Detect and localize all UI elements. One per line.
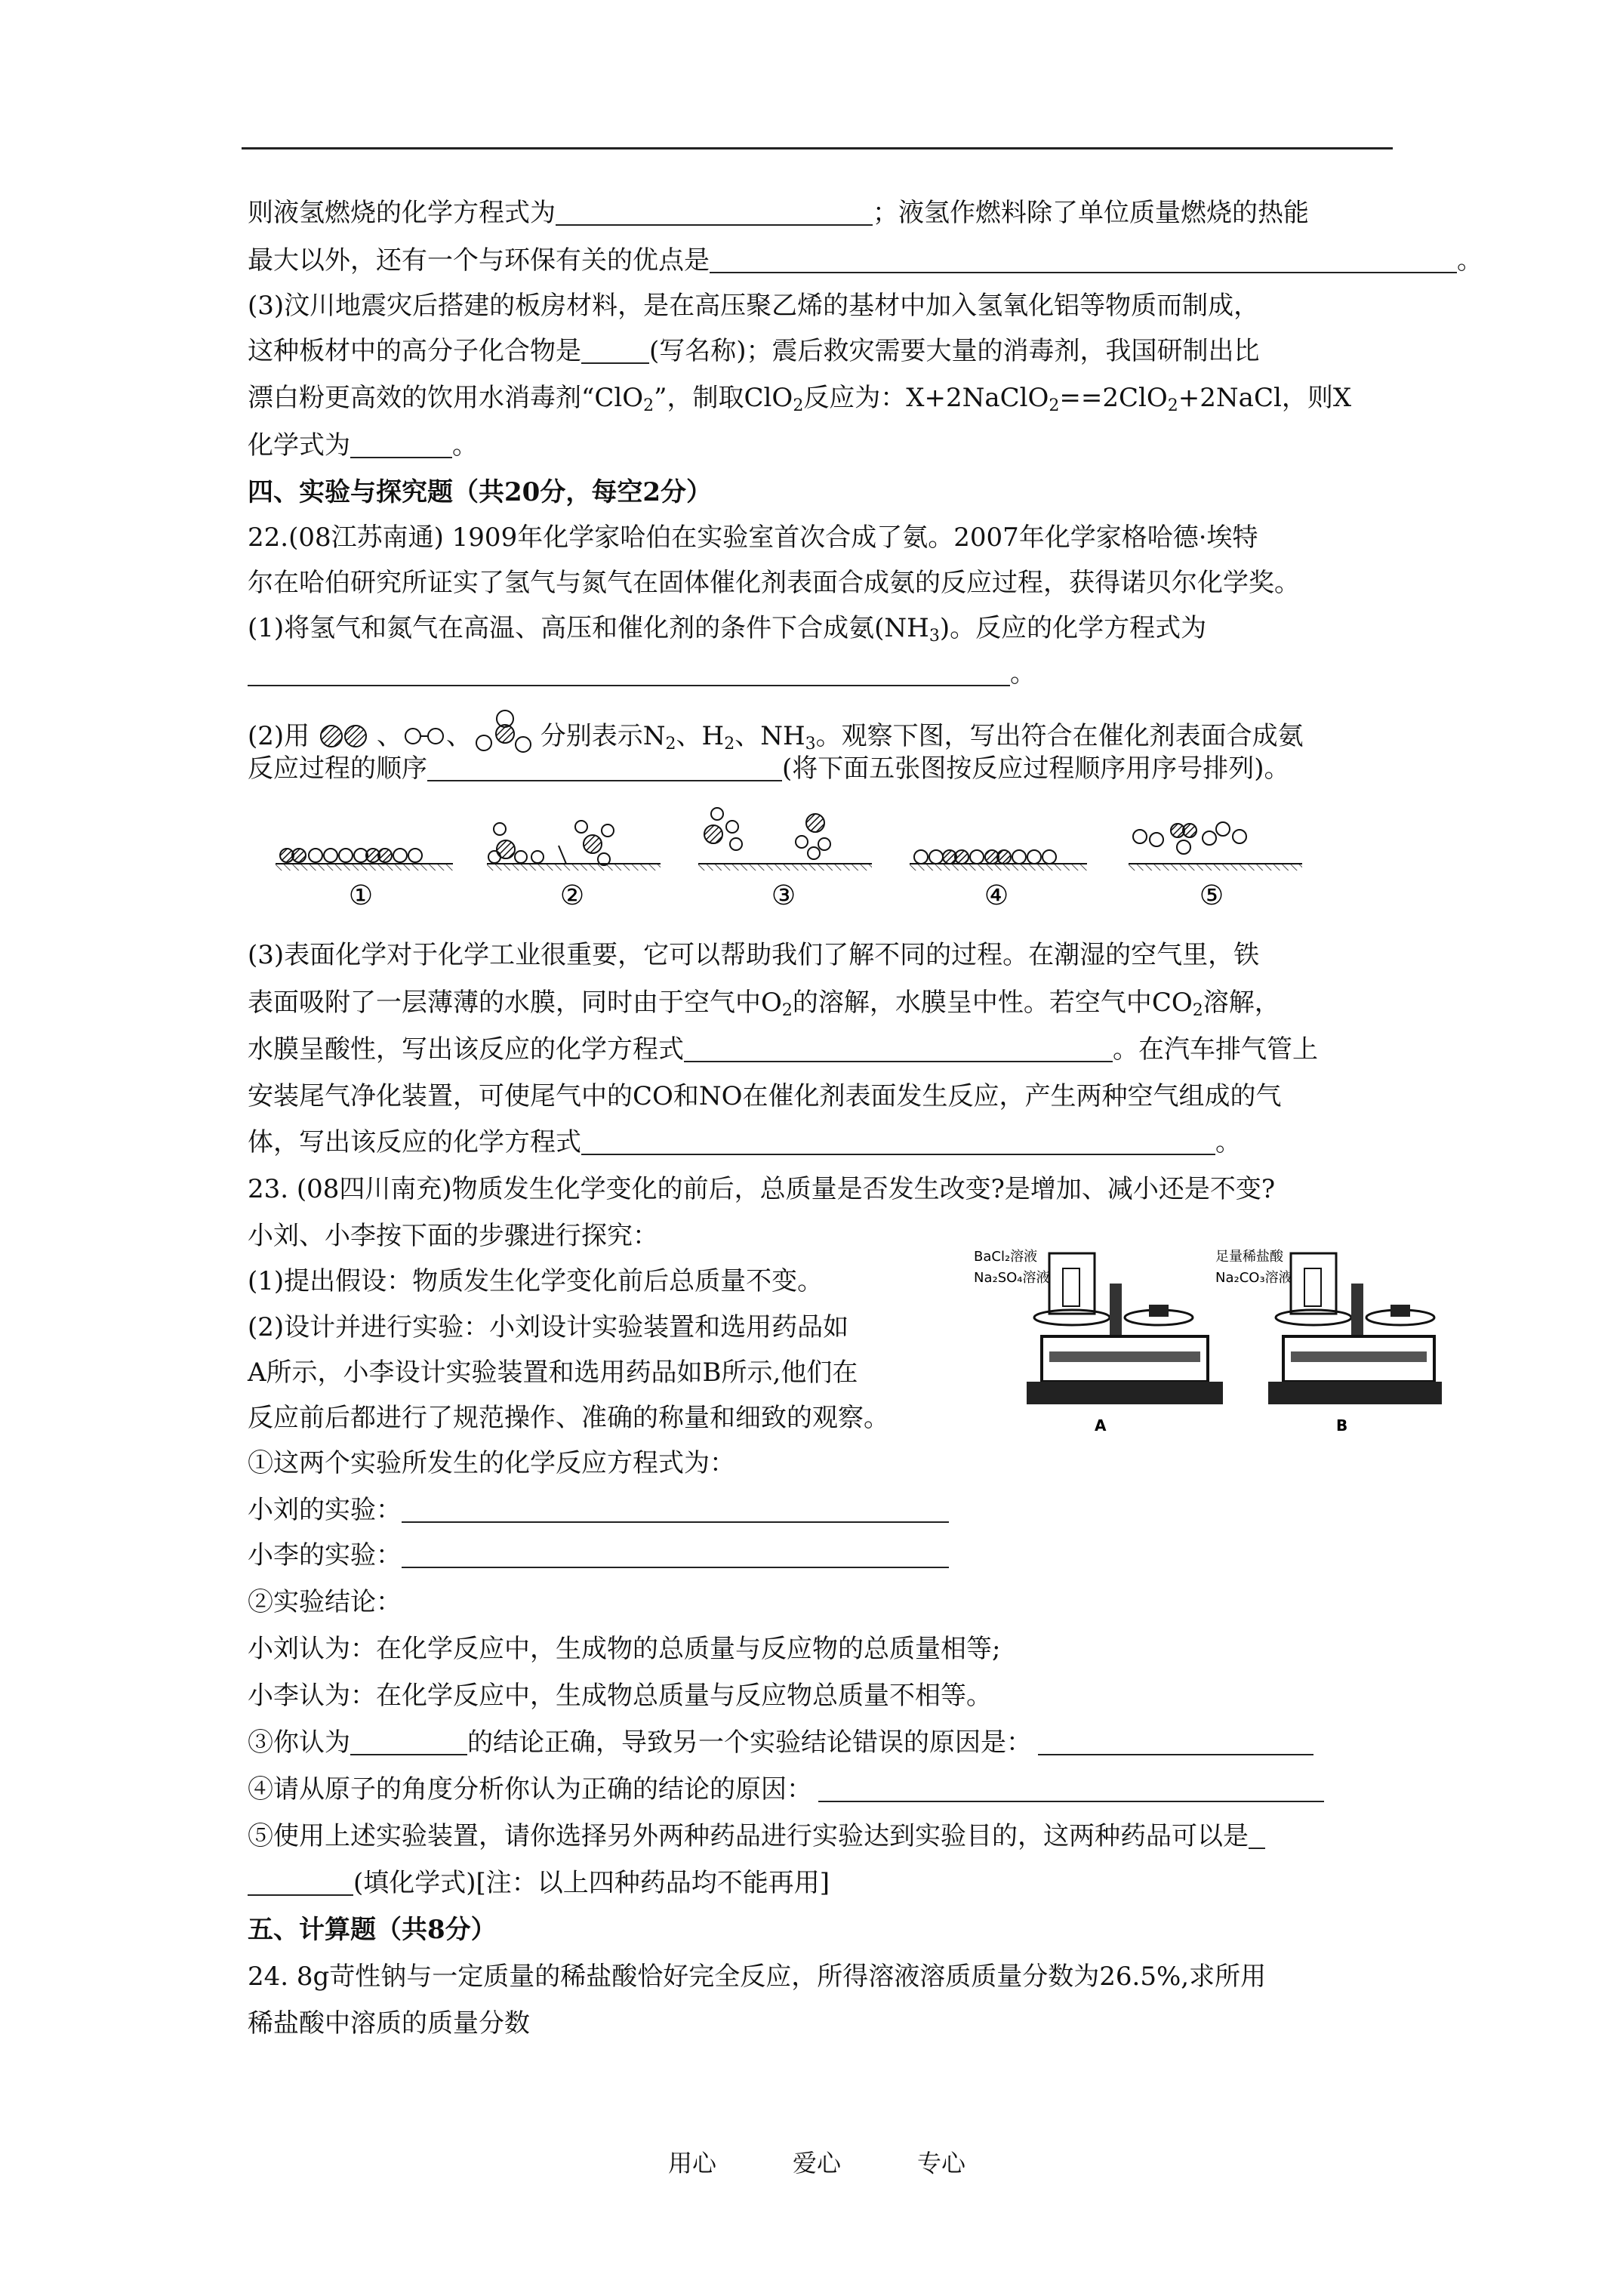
- subscript: 2: [1192, 1001, 1203, 1020]
- label: Na₂SO₄溶液: [974, 1270, 1050, 1286]
- text: 溶解，: [1203, 988, 1280, 1018]
- figure-number: ③: [771, 880, 796, 911]
- text-line: (1)提出假设：物质发生化学变化前后总质量不变。: [248, 1266, 824, 1296]
- text-line: [248, 613, 1207, 646]
- h2-molecule-icon: [402, 723, 446, 749]
- text: 、H: [676, 721, 725, 751]
- diagram-1: [276, 849, 453, 871]
- diagram-5: [1129, 822, 1302, 871]
- n2-molecule-icon: [318, 723, 377, 749]
- text-line: [248, 1127, 1241, 1157]
- text-line: [248, 1774, 1324, 1804]
- text: 体，写出该反应的化学方程式: [248, 1127, 581, 1157]
- text-line: [248, 1034, 1318, 1065]
- text-line: 小刘、小李按下面的步骤进行探究：: [248, 1221, 658, 1251]
- text-line: [248, 754, 1290, 784]
- text: ④请从原子的角度分析你认为正确的结论的原因：: [248, 1774, 812, 1804]
- answer-blank[interactable]: [581, 1131, 1215, 1155]
- section-heading: 四、实验与探究题（共20分，每空2分）: [248, 477, 712, 507]
- text: 、NH: [735, 721, 805, 751]
- text-line: [248, 1540, 949, 1570]
- text-line: [248, 658, 1036, 689]
- text-line: [248, 1868, 830, 1898]
- text-line: [248, 1821, 1265, 1851]
- text-line: (2)设计并进行实验：小刘设计实验装置和选用药品如: [248, 1312, 849, 1342]
- text: 。: [1457, 245, 1483, 276]
- text-line: [248, 245, 1483, 276]
- text: 反应过程的顺序: [248, 754, 427, 784]
- answer-blank[interactable]: [350, 1731, 467, 1755]
- text: 表面吸附了一层薄薄的水膜，同时由于空气中O: [248, 988, 782, 1018]
- balance-a: [974, 1249, 1223, 1435]
- answer-blank[interactable]: [1038, 1731, 1313, 1755]
- answer-blank[interactable]: [581, 340, 649, 364]
- text: 。: [1215, 1127, 1241, 1157]
- answer-blank[interactable]: [556, 202, 873, 226]
- subscript: 2: [1167, 396, 1178, 415]
- subscript: 2: [781, 1001, 793, 1020]
- text-line: 反应前后都进行了规范操作、准确的称量和细致的观察。: [248, 1403, 889, 1433]
- caption: B: [1336, 1416, 1348, 1435]
- text: (将下面五张图按反应过程顺序用序号排列)。: [782, 754, 1290, 784]
- text-line: 尔在哈伯研究所证实了氢气与氮气在固体催化剂表面合成氨的反应过程，获得诺贝尔化学奖。: [248, 568, 1300, 598]
- footer-text: 爱心: [793, 2149, 842, 2177]
- text: 的结论正确，导致另一个实验结论错误的原因是：: [467, 1727, 1032, 1758]
- text-line: [248, 383, 1351, 413]
- text-line: (3)表面化学对于化学工业很重要，它可以帮助我们了解不同的过程。在潮湿的空气里，铁: [248, 940, 1260, 970]
- answer-blank[interactable]: [402, 1544, 949, 1568]
- text: 化学式为: [248, 430, 350, 461]
- balance-apparatus-figure: [974, 1238, 1442, 1442]
- answer-blank[interactable]: [248, 662, 1010, 686]
- figure-number: ④: [984, 880, 1009, 911]
- balance-b: [1215, 1249, 1442, 1435]
- text-line: 23. (08四川南充)物质发生化学变化的前后，总质量是否发生改变?是增加、减小还是不变?: [248, 1174, 1276, 1204]
- text: (填化学式)[注：以上四种药品均不能再用]: [353, 1868, 830, 1898]
- subscript: 2: [643, 396, 654, 415]
- answer-blank[interactable]: [350, 434, 452, 458]
- text: 小李的实验：: [248, 1540, 402, 1570]
- figure-number: ②: [559, 880, 585, 911]
- text: 的溶解，水膜呈中性。若空气中CO: [792, 988, 1193, 1018]
- answer-blank[interactable]: [710, 249, 1457, 273]
- text: 小刘的实验：: [248, 1495, 402, 1525]
- subscript: 2: [724, 735, 735, 754]
- text: 漂白粉更高效的饮用水消毒剂“ClO: [248, 383, 644, 413]
- text-line: [248, 1727, 1313, 1758]
- caption: A: [1095, 1416, 1107, 1435]
- text-line: 安装尾气净化装置，可使尾气中的CO和NO在催化剂表面发生反应，产生两种空气组成的气: [248, 1081, 1282, 1111]
- answer-blank[interactable]: [402, 1499, 949, 1523]
- figure-number: ⑤: [1199, 880, 1224, 911]
- diagram-2: [487, 821, 661, 871]
- answer-blank[interactable]: [248, 1872, 353, 1896]
- text: 最大以外，还有一个与环保有关的优点是: [248, 245, 710, 276]
- text: 。观察下图，写出符合在催化剂表面合成氨: [815, 721, 1304, 751]
- text-line: 小刘认为：在化学反应中，生成物的总质量与反应物的总质量相等;: [248, 1634, 1001, 1664]
- text-line: 小李认为：在化学反应中，生成物总质量与反应物总质量不相等。: [248, 1681, 992, 1711]
- text: 、: [376, 721, 402, 751]
- text-line: ①这两个实验所发生的化学反应方程式为：: [248, 1448, 735, 1478]
- text: 这种板材中的高分子化合物是: [248, 336, 581, 366]
- answer-blank[interactable]: [427, 757, 782, 781]
- subscript: 2: [1049, 396, 1060, 415]
- reaction-process-diagrams: [272, 793, 1359, 914]
- text-line: 22.(08江苏南通) 1909年化学家哈伯在实验室首次合成了氨。2007年化学家格哈德·埃特: [248, 522, 1258, 553]
- text-line: [248, 988, 1280, 1018]
- subscript: 3: [805, 735, 816, 754]
- text: ⑤使用上述实验装置，请你选择另外两种药品进行实验达到实验目的，这两种药品可以是: [248, 1821, 1249, 1851]
- diagram-3: [698, 808, 872, 871]
- text: 。在汽车排气管上: [1113, 1034, 1318, 1065]
- footer-text: 用心: [668, 2149, 717, 2177]
- text: 则液氢燃烧的化学方程式为: [248, 198, 556, 228]
- text-line: [248, 336, 1260, 366]
- text-line: [248, 708, 1304, 754]
- footer-text: 专心: [917, 2149, 966, 2177]
- subscript: 3: [929, 627, 940, 646]
- text: ；液氢作燃料除了单位质量燃烧的热能: [873, 198, 1309, 228]
- answer-blank[interactable]: [1249, 1825, 1265, 1849]
- text: 。: [1010, 658, 1036, 689]
- text: +2NaCl，则X: [1178, 383, 1352, 413]
- text: ==2ClO: [1059, 383, 1168, 413]
- text: (1)将氢气和氮气在高温、高压和催化剂的条件下合成氨(NH: [248, 613, 929, 643]
- answer-blank[interactable]: [818, 1778, 1324, 1802]
- text-line: 稀盐酸中溶质的质量分数: [248, 2008, 530, 2039]
- text-line: 24. 8g苛性钠与一定质量的稀盐酸恰好完全反应，所得溶液溶质质量分数为26.5%,求所用: [248, 1962, 1267, 1992]
- label: 足量稀盐酸: [1215, 1249, 1283, 1265]
- figure-number: ①: [348, 880, 374, 911]
- text-line: [248, 430, 478, 461]
- text-line: (3)汶川地震灾后搭建的板房材料，是在高压聚乙烯的基材中加入氢氧化铝等物质而制成，: [248, 291, 1260, 321]
- subscript: 2: [665, 735, 676, 754]
- text-line: ②实验结论：: [248, 1587, 402, 1617]
- text: 、: [445, 721, 472, 751]
- text-line: [248, 198, 1309, 228]
- subscript: 2: [793, 396, 804, 415]
- text: 反应为：X+2NaClO: [803, 383, 1049, 413]
- text: (写名称)；震后救灾需要大量的消毒剂，我国研制出比: [649, 336, 1260, 366]
- text: )。反应的化学方程式为: [939, 613, 1207, 643]
- text: (2)用: [248, 721, 310, 751]
- header-rule: [242, 147, 1393, 149]
- text-line: [248, 1495, 949, 1525]
- nh3-molecule-icon: [472, 708, 532, 754]
- text: ③你认为: [248, 1727, 350, 1758]
- text-line: A所示，小李设计实验装置和选用药品如B所示,他们在: [248, 1358, 858, 1388]
- answer-blank[interactable]: [684, 1038, 1113, 1062]
- text: 水膜呈酸性，写出该反应的化学方程式: [248, 1034, 684, 1065]
- text: 分别表示N: [540, 721, 666, 751]
- label: BaCl₂溶液: [974, 1249, 1038, 1265]
- diagram-4: [910, 850, 1087, 871]
- text: 。: [452, 430, 478, 461]
- section-heading: 五、计算题（共8分）: [248, 1915, 497, 1945]
- text: ”，制取ClO: [654, 383, 793, 413]
- label: Na₂CO₃溶液: [1215, 1270, 1292, 1286]
